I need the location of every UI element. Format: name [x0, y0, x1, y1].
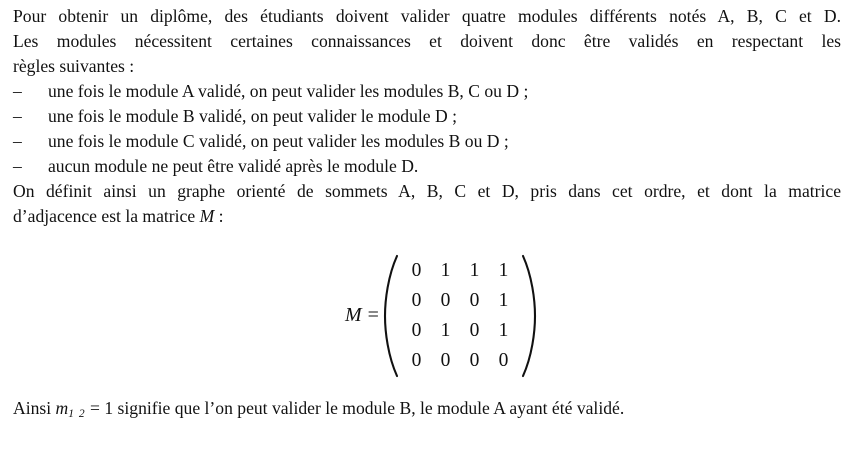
closing-prefix: Ainsi: [13, 398, 56, 418]
matrix-cell: 0: [440, 349, 451, 371]
matrix-cell: 1: [498, 319, 509, 341]
matrix-cell: 0: [411, 349, 422, 371]
list-item-label: une fois le module B validé, on peut valider le module D ;: [48, 106, 457, 126]
list-marker-dash: –: [13, 106, 22, 126]
list-item: [13, 79, 841, 104]
matrix-cell: 0: [469, 319, 480, 341]
list-item: [13, 129, 841, 154]
matrix-cell: 0: [498, 349, 509, 371]
matrix-cell: 0: [440, 289, 451, 311]
graph-paragraph-line-2: [13, 204, 841, 229]
list-marker-dash: –: [13, 81, 22, 101]
matrix-equation: [345, 248, 537, 383]
list-item: [13, 104, 841, 129]
closing-sentence: [13, 396, 841, 427]
rules-list: [13, 79, 841, 179]
closing-symbol: m: [55, 398, 69, 418]
list-item-label: une fois le module A validé, on peut valider les modules B, C ou D ;: [48, 81, 529, 101]
matrix-grid: [399, 256, 521, 376]
closing-text: signifie que l’on peut valider le module B, le module A ayant été validé.: [113, 398, 625, 418]
graph-paragraph-line-1: On définit ainsi un graphe orienté de sommets A, B, C et D, pris dans cet ordre, et dont la matrice: [13, 181, 841, 201]
list-marker-dash: –: [13, 131, 22, 151]
matrix-display: [0, 248, 849, 383]
matrix-name-italic: M: [199, 206, 215, 226]
matrix-cell: 0: [411, 259, 422, 281]
matrix-cell: 1: [498, 259, 509, 281]
matrix-cell: 1: [440, 319, 451, 341]
list-marker-dash: –: [13, 156, 22, 176]
list-item-label: aucun module ne peut être validé après le module D.: [48, 156, 419, 176]
intro-line-2: Les modules nécessitent certaines connaissances et doivent donc être validés en respectant les: [13, 31, 841, 51]
graph-paragraph-line-2-tail: :: [214, 206, 224, 226]
list-item-label: une fois le module C validé, on peut valider les modules B ou D ;: [48, 131, 509, 151]
matrix-cell: 0: [411, 289, 422, 311]
intro-line-3: règles suivantes :: [13, 56, 135, 76]
graph-paragraph-line-2-text: d’adjacence est la matrice: [13, 206, 200, 226]
matrix-equals-sign: =: [367, 304, 379, 326]
matrix-cell: 0: [469, 289, 480, 311]
intro-line-1: Pour obtenir un diplôme, des étudiants doivent valider quatre modules différents notés A, B, C et D.: [13, 6, 841, 26]
graph-definition-paragraph: [13, 179, 841, 229]
closing-equation: = 1: [85, 398, 114, 418]
matrix-label: M: [345, 304, 362, 326]
list-item: [13, 154, 841, 179]
matrix-cell: 0: [411, 319, 422, 341]
matrix-cell: 0: [469, 349, 480, 371]
right-parenthesis-icon: [521, 254, 537, 378]
intro-paragraph: [13, 4, 841, 79]
matrix-cell: 1: [440, 259, 451, 281]
left-parenthesis-icon: [383, 254, 399, 378]
matrix-cell: 1: [469, 259, 480, 281]
matrix-cell: 1: [498, 289, 509, 311]
closing-subscript: 1 2: [68, 408, 86, 421]
